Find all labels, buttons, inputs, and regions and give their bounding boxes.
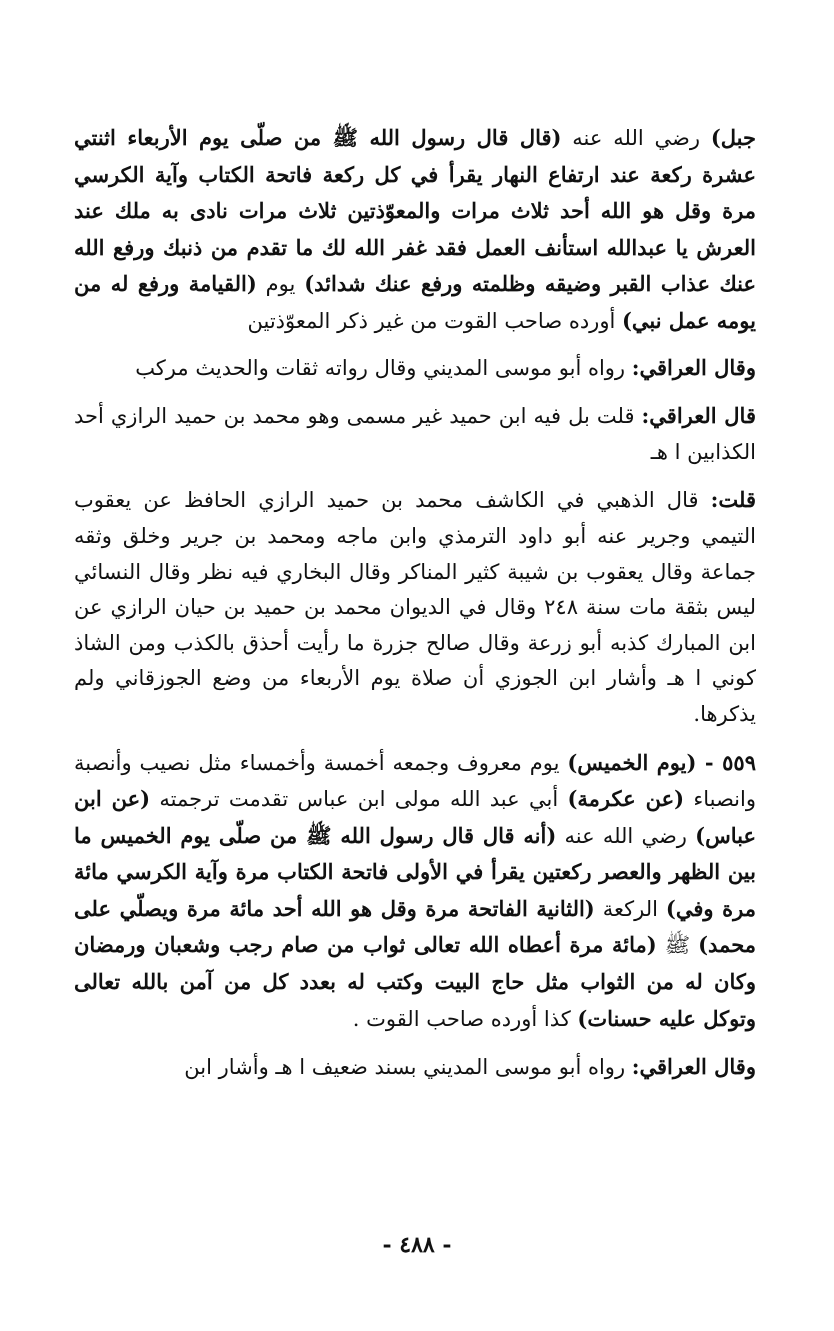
text-run: رواه أبو موسى المديني وقال رواته ثقات والحديث مركب <box>135 355 632 380</box>
text-run: كذا أورده صاحب القوت . <box>352 1006 578 1031</box>
text-run: قلت بل فيه ابن حميد غير مسمى وهو محمد بن حميد الرازي أحد الكذابين ا هـ <box>74 404 756 464</box>
text-run: رضي الله عنه <box>561 126 711 150</box>
bold-text-run: قلت: <box>710 487 756 513</box>
bold-text-run: (يوم الخميس) <box>567 749 697 775</box>
page-number: - ٤٨٨ - <box>382 1232 452 1258</box>
text-run: يوم <box>256 272 305 297</box>
bold-text-run: (الثانية الفاتحة مرة وقل هو الله أحد مائة مرة ويصلّي على محمد) <box>74 895 756 958</box>
bold-text-run: (مائة مرة أعطاه الله تعالى ثواب من صام رجب وشعبان ورمضان وكان له من الثواب مثل حاج البيت وكتب له بعدد كل من آمن بالله تعالى وتوكل عليه حسنات) <box>74 932 756 1031</box>
bold-text-run: قال العراقي: <box>641 403 756 429</box>
paragraph-hadith-wednesday <box>74 120 756 340</box>
bold-text-run: جبل) <box>710 125 756 150</box>
text-run: أورده صاحب القوت من غير ذكر المعوّذتين <box>247 308 622 333</box>
bold-text-run: وقال العراقي: <box>631 1054 756 1080</box>
text-run: رضي الله عنه <box>556 823 696 848</box>
bold-text-run: (عن ابن عباس) <box>74 786 757 848</box>
bold-text-run: (القيامة ورفع له من يومه عمل نبي) <box>74 271 756 333</box>
paragraph-iraqi-comment-2 <box>74 398 756 470</box>
paragraph-559-thursday <box>74 745 756 1038</box>
paragraph-qultu-dhahabi <box>74 482 756 732</box>
bold-text-run: (عن عكرمة) <box>567 786 685 812</box>
bold-text-run: (أنه قال قال رسول الله ﷺ من صلّى يوم الخميس ما بين الظهر والعصر ركعتين يقرأ في الأولى فاتحة الكتاب مرة وآية الكرسي مائة مرة وفي) <box>74 822 756 921</box>
text-run: الركعة <box>594 896 666 921</box>
text-run: قال الذهبي في الكاشف محمد بن حميد الرازي الحافظ عن يعقوب التيمي وجرير عنه أبو داود الترمذي وابن ماجه ومحمد بن جرير وخلق وثقه جماعة وقال يعقوب بن شيبة كثير المناكر وقال البخاري فيه نظر وقال النسائي ليس بثقة مات سنة ٢٤٨ وقال في الديوان محمد بن حميد بن حيان الرازي عن ابن المبارك كذبه أبو زرعة وقال صالح جزرة ما رأيت أحذق بالكذب ومن الشاذ كوني ا هـ وأشار ابن الجوزي أن صلاة يوم الأربعاء من وضع الجوزقاني ولم يذكرها. <box>74 488 756 726</box>
bold-text-run: وقال العراقي: <box>631 354 756 380</box>
page-body <box>74 120 756 1098</box>
bold-text-run: (قال قال رسول الله ﷺ من صلّى يوم الأربعاء اثنتي عشرة ركعة عند ارتفاع النهار يقرأ في كل ركعة فاتحة الكتاب وآية الكرسي مرة وقل هو الله أحد ثلاث مرات والمعوّذتين ثلاث مرات نادى به ملك عند العرش يا عبدالله استأنف العمل فقد غفر الله لك ما تقدم من ذنبك ورفع الله عنك عذاب القبر وضيقه وظلمته ورفع عنك شدائد) <box>74 125 757 297</box>
text-run: ﷺ <box>656 933 699 958</box>
text-run: يوم معروف وجمعه أخمسة وأخمساء مثل نصيب وأنصبة وانصباء <box>74 750 756 812</box>
paragraph-iraqi-comment-1 <box>74 350 756 387</box>
paragraph-iraqi-comment-3 <box>74 1049 756 1086</box>
text-run: رواه أبو موسى المديني بسند ضعيف ا هـ وأشار ابن <box>184 1055 632 1080</box>
text-run: أبي عبد الله مولى ابن عباس تقدمت ترجمته <box>150 787 568 812</box>
bold-text-run: ٥٥٩ - <box>696 749 756 775</box>
